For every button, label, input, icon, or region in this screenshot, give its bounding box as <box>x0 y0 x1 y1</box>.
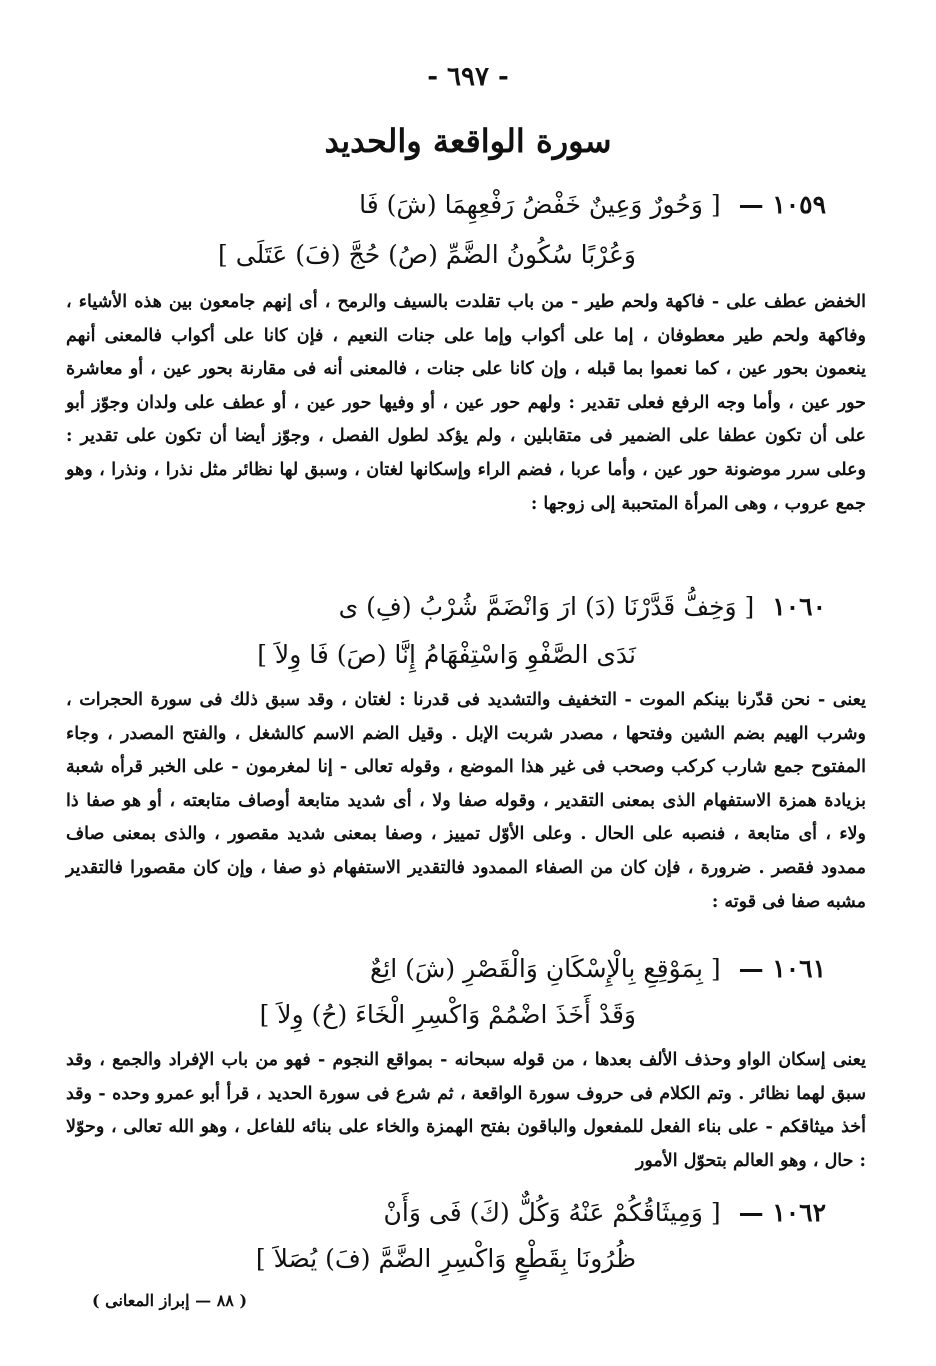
commentary-text: يعنى - نحن قدّرنا بينكم الموت - التخفيف والتشديد فى قدرنا : لغتان ، وقد سبق ذلك فى سورة الحجرات ، وشرب الهيم بضم الشين وفتحها ، مصدر شربت الإبل . وقيل الضم الاسم كالشغل ، والفتح المصدر ، وجاء المفتوح جمع شارب كركب وصحب فى غير هذا الموضع ، وقوله تعالى - إنا لمغرمون - على الخبر قرأه شعبة بزيادة همزة الاستفهام الذى بمعنى التقدير ، وقوله صفا ولا ، أى شديد متابعة أوصاف متابعته ، أو هو صفا ذا ولاء ، أى متابعة ، فنصبه على الحال . وعلى الأوّل تمييز ، وصفا بمعنى شديد مقصور ، والذى بمعنى صاف ممدود فقصر . ضرورة ، فإن كان من الصفاء الممدود فالتقدير الاستفهام ذو صفا ، وإن كان مقصورا فالتقدير مشبه صفا فى قوته : <box>66 690 866 912</box>
verse-number: ١٠٦٢ — <box>738 1198 826 1227</box>
commentary-1060 <box>66 684 866 919</box>
footer-signature: ( ٨٨ — إبراز المعانى ) <box>92 1291 248 1310</box>
verse-1059-line1 <box>359 190 826 219</box>
verse-number: ١٠٦١ — <box>738 954 826 983</box>
verse-1062-line2: ظُرُونَا بِقَطْعٍ وَاكْسِرِ الضَّمَّ (فَ) يُصَلاَ ] <box>255 1244 636 1273</box>
verse-text: [ وَخِفُّ قَدَّرْنَا (دَ) ارَ وَانْضَمَّ شُرْبُ (فِ) ى <box>338 592 755 621</box>
verse-1061-line1 <box>370 954 826 983</box>
verse-number: ١٠٦٠ <box>772 592 826 621</box>
verse-text: [ بِمَوْقِعِ بِالْإِسْكَانِ وَالْقَصْرِ (شَ) ائِعٌ <box>369 954 721 983</box>
verse-1059-line2: وَعُرْبًا سُكُونُ الضَّمِّ (صُ) حُجَّ (فَ) عَتَلَى ] <box>218 240 636 269</box>
verse-1062-line1 <box>384 1198 826 1227</box>
commentary-text: الخفض عطف على - فاكهة ولحم طير - من باب تقلدت بالسيف والرمح ، أى إنهم جامعون بين هذه الأشياء ، وفاكهة ولحم طير معطوفان ، إما على أكواب وإما على جنات النعيم ، فإن كانا على أكواب فالمعنى أنهم ينعمون بحور عين ، كما نعموا بما قبله ، وإن كانا على جنات ، فالمعنى أنه فى مقارنة بحور عين ، أو معاشرة حور عين ، وأما وجه الرفع فعلى تقدير : ولهم حور عين ، أو وفيها حور عين ، أو عطف على ولدان وجوّز أبو على أن تكون عطفا على الضمير فى متقابلين ، ولم يؤكد لطول الفصل ، وجوّز أيضا أن تكون على تقدير : وعلى سرر موضونة حور عين ، وأما عربا ، فضم الراء وإسكانها لغتان ، وسبق لها نظائر مثل نذرا ، ونذرا ، وهو جمع عروب ، وهى المرأة المتحببة إلى زوجها : <box>66 292 866 514</box>
verse-1060-line1 <box>339 592 826 621</box>
verse-1061-line2: وَقَدْ أَخَذَ اضْمُمْ وَاكْسِرِ الْخَاءَ (حُ) وِلاَ ] <box>259 1000 636 1029</box>
page-title: سورة الواقعة والحديد <box>324 122 612 160</box>
verse-text: [ وَحُورٌ وَعِينٌ خَفْضُ رَفْعِهِمَا (شَ) فَا <box>359 190 721 219</box>
verse-text: [ وَمِيثَاقُكُمْ عَنْهُ وَكُلٌّ (كَ) فَى وَأَنْ <box>383 1198 721 1227</box>
commentary-1059 <box>66 286 866 521</box>
commentary-text: يعنى إسكان الواو وحذف الألف بعدها ، من قوله سبحانه - بمواقع النجوم - فهو من باب الإفراد والجمع ، وقد سبق لهما نظائر . وتم الكلام فى حروف سورة الواقعة ، ثم شرع فى سورة الحديد ، قرأ أبو عمرو وحده - وقد أخذ ميثاقكم - على بناء الفعل للمفعول والباقون بفتح الهمزة والخاء على بنائه للفاعل ، وهو الله تعالى ، وحوّلا : حال ، وهو العالم بتحوّل الأمور <box>66 1050 866 1171</box>
page-number: - ٦٩٧ - <box>427 62 509 92</box>
verse-number: ١٠٥٩ — <box>738 190 826 219</box>
commentary-1061 <box>66 1044 866 1178</box>
verse-1060-line2: نَدَى الصَّفْوِ وَاسْتِفْهَامُ إِنَّا (صَ) فَا وِلاَ ] <box>257 640 636 669</box>
